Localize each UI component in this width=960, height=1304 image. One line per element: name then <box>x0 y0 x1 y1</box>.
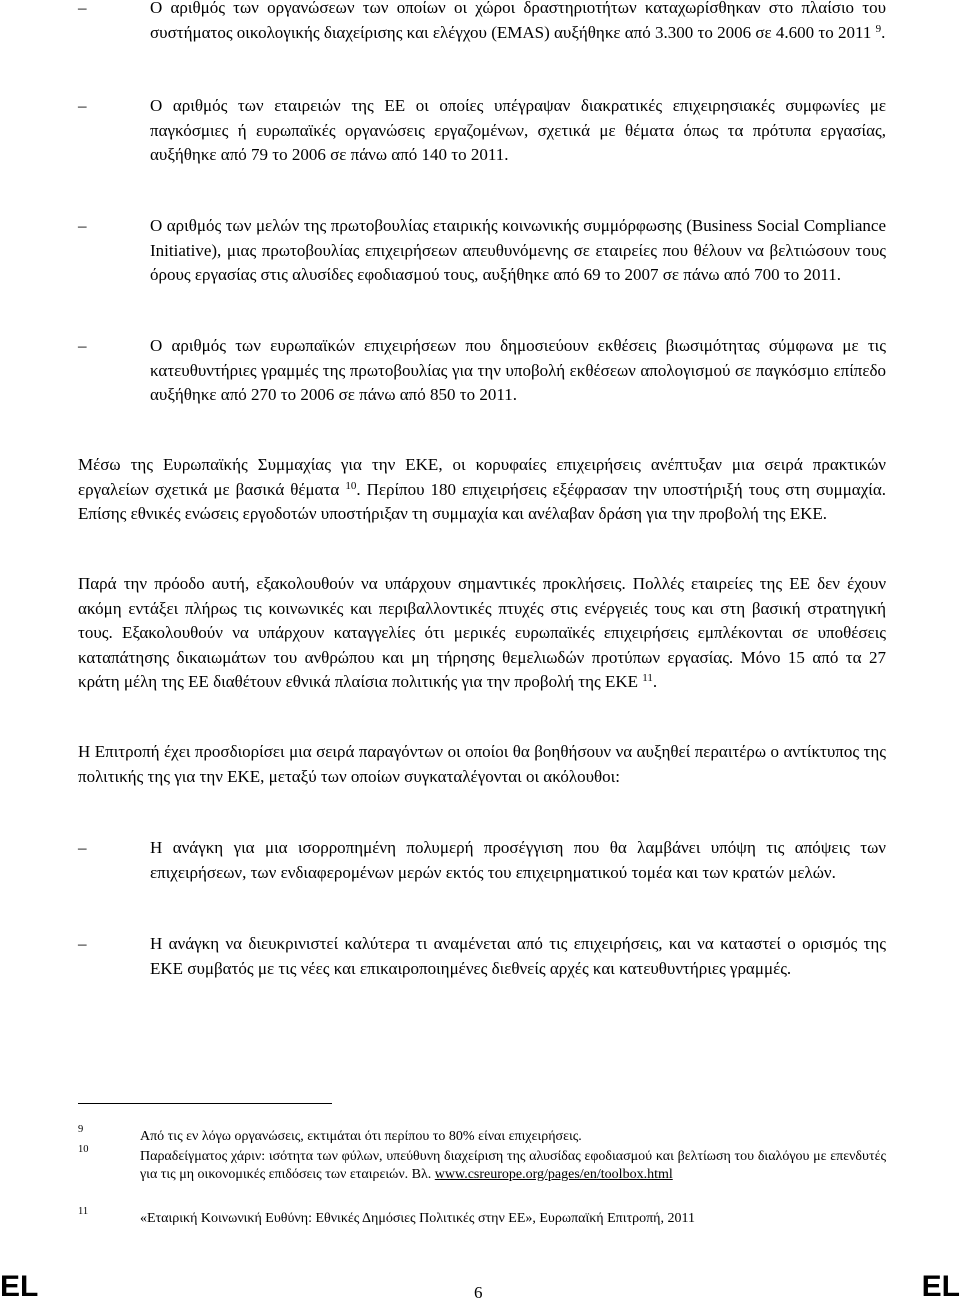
paragraph-challenges <box>78 572 886 695</box>
bullet-text: Η ανάγκη να διευκρινιστεί καλύτερα τι αναμένεται από τις επιχειρήσεις, και να καταστεί ο ορισμός της ΕΚΕ συμβατός με τις νέες και επικαιροποιημένες διεθνείς αρχές και κατευθυντήριες γραμμές. <box>150 934 886 978</box>
bullet-transnational-agreements <box>78 94 886 168</box>
paragraph-text: Η Επιτροπή έχει προσδιορίσει μια σειρά παραγόντων οι οποίοι θα βοηθήσουν να αυξηθεί περαιτέρω ο αντίκτυπος της πολιτικής της για την ΕΚΕ, μεταξύ των οποίων συγκαταλέγονται οι ακόλουθοι: <box>78 742 886 786</box>
bullet-dash: – <box>78 336 87 355</box>
footnote-separator <box>78 1103 332 1104</box>
footnote-10 <box>78 1144 886 1184</box>
bullet-dash: – <box>78 96 87 115</box>
footnote-number: 11 <box>78 1206 89 1217</box>
paragraph-text: Μέσω της Ευρωπαϊκής Συμμαχίας για την ΕΚΕ, οι κορυφαίες επιχειρήσεις ανέπτυξαν μια σειρά πρακτικών εργαλείων σχετικά με βασικά θέματα <box>78 455 886 499</box>
bullet-text: Ο αριθμός των μελών της πρωτοβουλίας εταιρικής κοινωνικής συμμόρφωσης (Business Social Compliance Initiative), μιας πρωτοβουλίας επιχειρήσεων απευθυνόμενης σε εταιρείες που θέλουν να βελτιώσουν τους όρους εργασίας στις αλυσίδες εφοδιασμού τους, αυξήθηκε από 69 το 2007 σε πάνω από 700 το 2011. <box>150 216 886 284</box>
footnote-ref[interactable]: 11 <box>642 672 653 684</box>
footnote-text: «Εταιρική Κοινωνική Ευθύνη: Εθνικές Δημόσιες Πολιτικές στην ΕΕ», Ευρωπαϊκή Επιτροπή, 2011 <box>140 1211 695 1226</box>
paragraph-text: . <box>652 672 658 691</box>
footnote-link[interactable]: www.csreurope.org/pages/en/toolbox.html <box>434 1167 673 1182</box>
bullet-dash: – <box>78 934 87 953</box>
bullet-punct: . <box>881 22 886 42</box>
bullet-clarify-expectations <box>78 932 886 981</box>
footnote-text: Από τις εν λόγω οργανώσεις, εκτιμάται ότι περίπου το 80% είναι επιχειρήσεις. <box>140 1129 582 1144</box>
bullet-emas <box>78 0 886 45</box>
bullet-text: Ο αριθμός των οργανώσεων των οποίων οι χώροι δραστηριοτήτων καταχωρίσθηκαν στο πλαίσιο του συστήματος οικολογικής διαχείρισης και ελέγχου (EMAS) αυξήθηκε από 3.300 το 2006 σε 4.600 το 2011 <box>150 0 886 42</box>
bullet-dash: – <box>78 0 87 17</box>
bullet-balanced-approach <box>78 836 886 885</box>
language-code-left: EL <box>0 1270 39 1303</box>
bullet-dash: – <box>78 216 87 235</box>
footnote-number: 9 <box>78 1124 84 1135</box>
footnote-11 <box>78 1206 886 1228</box>
bullet-dash: – <box>78 838 87 857</box>
bullet-text: Ο αριθμός των ευρωπαϊκών επιχειρήσεων που δημοσιεύουν εκθέσεις βιωσιμότητας σύμφωνα με τις κατευθυντήριες γραμμές της πρωτοβουλίας για την υποβολή εκθέσεων απολογισμού σε παγκόσμιο επίπεδο αυξήθηκε από 270 το 2006 σε πάνω από 850 το 2011. <box>150 336 886 404</box>
bullet-text: Ο αριθμός των εταιρειών της ΕΕ οι οποίες υπέγραψαν διακρατικές επιχειρησιακές συμφωνίες με παγκόσμιες ή ευρωπαϊκές οργανώσεις εργαζομένων, σχετικά με θέματα όπως τα πρότυπα εργασίας, αυξήθηκε από 79 το 2006 σε πάνω από 140 το 2011. <box>150 96 886 164</box>
footnote-ref[interactable]: 10 <box>345 479 357 492</box>
bullet-bsci <box>78 214 886 288</box>
paragraph-commission <box>78 740 886 789</box>
footnote-9 <box>78 1124 886 1146</box>
page-number: 6 <box>474 1283 483 1302</box>
footnote-ref[interactable]: 9 <box>875 22 882 35</box>
paragraph-text: Παρά την πρόοδο αυτή, εξακολουθούν να υπάρχουν σημαντικές προκλήσεις. Πολλές εταιρείες της ΕΕ δεν έχουν ακόμη εντάξει πλήρως τις κοινωνικές και περιβαλλοντικές πτυχές στις ενέργειές τους και στη βασική στρατηγική τους. Εξακολουθούν να υπάρχουν καταγγελίες ότι μερικές ευρωπαϊκές επιχειρήσεις εμπλέκονται σε υποθέσεις καταπάτησης δικαιωμάτων του ανθρώπου και μη τήρησης θεμελιωδών προτύπων εργασίας. Μόνο 15 από τα 27 κράτη μέλη της ΕΕ διαθέτουν εθνικά πλαίσια πολιτικής για την προβολή της ΕΚΕ <box>78 574 886 691</box>
paragraph-alliance <box>78 453 886 527</box>
paragraph-text: . Περίπου 180 επιχειρήσεις εξέφρασαν την υποστήριξή τους στη συμμαχία. Επίσης εθνικές ενώσεις εργοδοτών υποστήριξαν τη συμμαχία και ανέλαβαν δράση για την προβολή της ΕΚΕ. <box>78 479 886 523</box>
language-code-right: EL <box>921 1270 960 1303</box>
footnote-text: Παραδείγματος χάριν: ισότητα των φύλων, υπεύθυνη διαχείριση της αλυσίδας εφοδιασμού και βελτίωση του διαλόγου με επενδυτές για τις μη οικονομικές επιδόσεις των εταιρειών. Βλ. <box>140 1149 886 1182</box>
footnote-number: 10 <box>78 1144 89 1155</box>
bullet-sustainability-reports <box>78 334 886 408</box>
bullet-text: Η ανάγκη για μια ισορροπημένη πολυμερή προσέγγιση που θα λαμβάνει υπόψη τις απόψεις των επιχειρήσεων, των ενδιαφερομένων μερών εκτός του επιχειρηματικού τομέα και των κρατών μελών. <box>150 838 886 882</box>
